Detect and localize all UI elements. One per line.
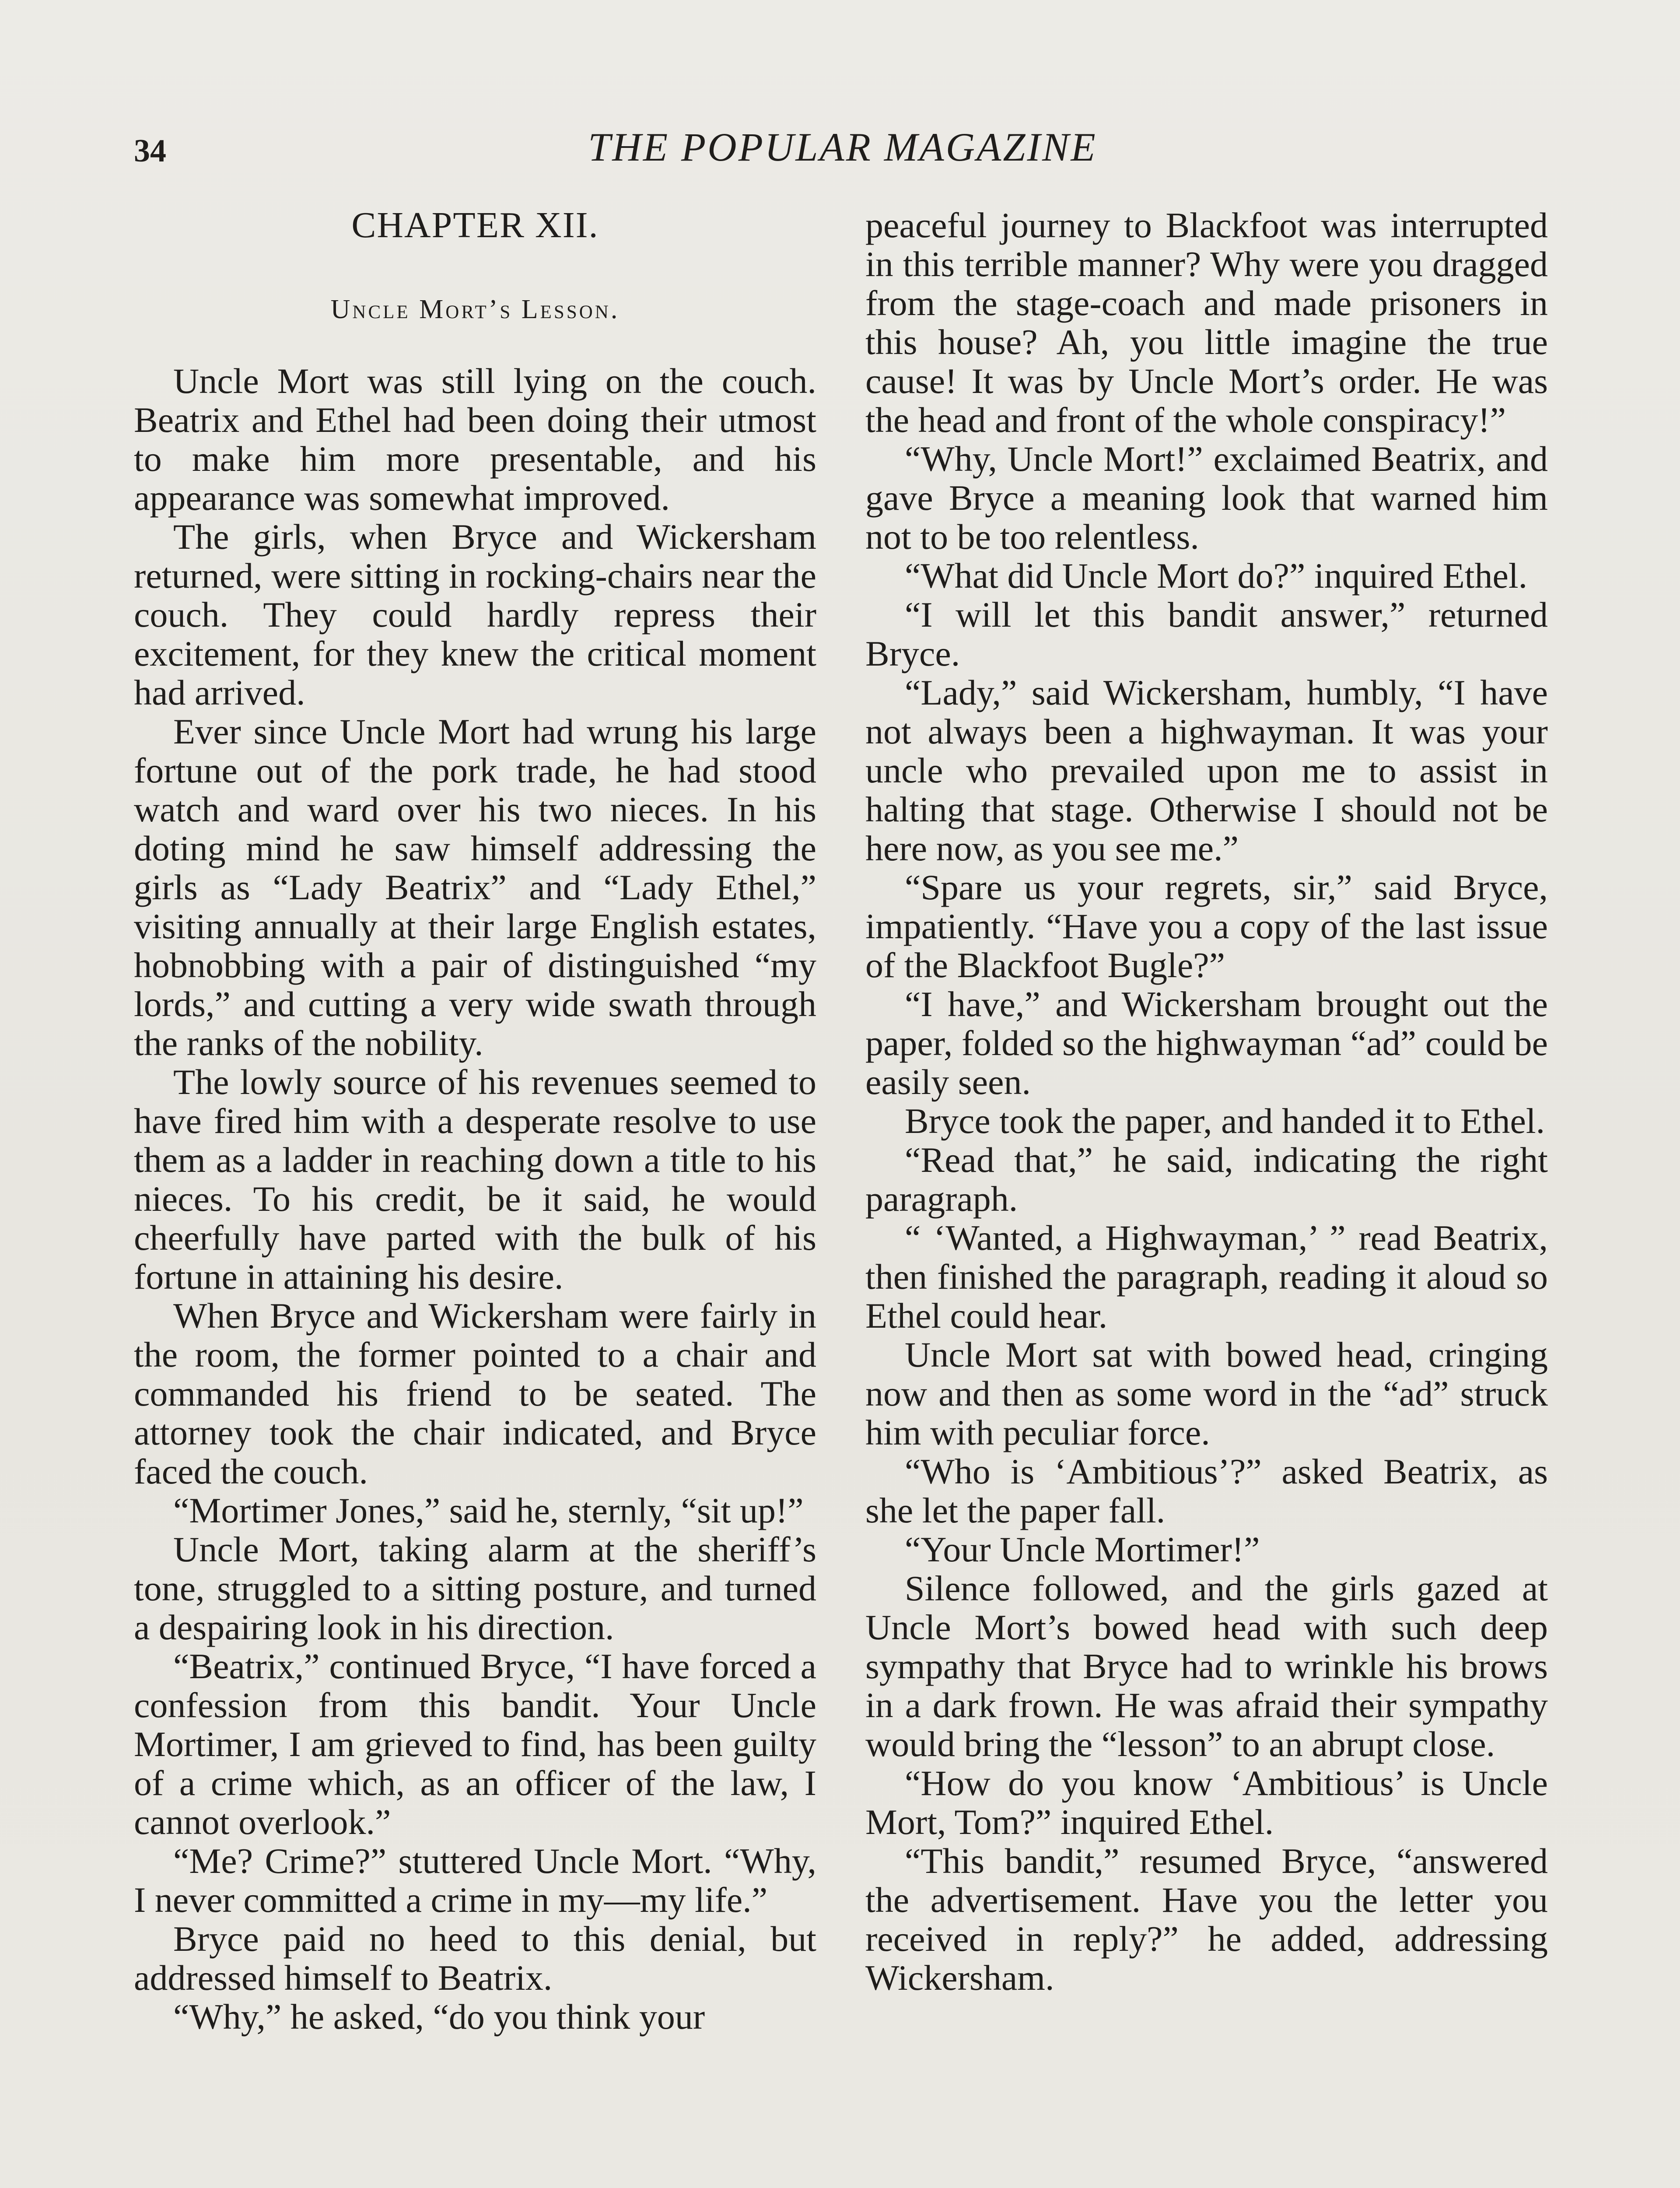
paragraph: When Bryce and Wickersham were fairly in the room, the former pointed to a chair and commanded his friend to be seated. The attorney took the chair indicated, and Bryce faced the couch.: [134, 1296, 816, 1491]
right-column: [865, 206, 1548, 1997]
page-header: [134, 118, 1551, 179]
paragraph: “I have,” and Wickersham brought out the paper, folded so the highwayman “ad” could be easily seen.: [865, 984, 1548, 1102]
paragraph: “Me? Crime?” stuttered Uncle Mort. “Why, I never committed a crime in my—my life.”: [134, 1841, 816, 1920]
paragraph: “ ‘Wanted, a Highwayman,’ ” read Beatrix, then finished the paragraph, reading it aloud so Ethel could hear.: [865, 1218, 1548, 1336]
paragraph: Uncle Mort, taking alarm at the sheriff’s tone, struggled to a sitting posture, and turned a despairing look in his direction.: [134, 1529, 816, 1647]
paragraph: Bryce took the paper, and handed it to Ethel.: [905, 1101, 1545, 1141]
magazine-title: THE POPULAR MAGAZINE: [588, 125, 1097, 169]
chapter-heading: CHAPTER XII.: [351, 205, 599, 245]
paragraph: “Why, Uncle Mort!” exclaimed Beatrix, and gave Bryce a meaning look that warned him not to be too relentless.: [865, 439, 1548, 557]
paragraph: “Mortimer Jones,” said he, sternly, “sit up!”: [173, 1490, 804, 1530]
paragraph: The lowly source of his revenues seemed to have fired him with a desperate resolve to use them as a ladder in reaching down a title to his nieces. To his credit, be it said, he would cheerfully have parted with the bulk of his fortune in attaining his desire.: [134, 1062, 816, 1297]
paragraph: Ever since Uncle Mort had wrung his large fortune out of the pork trade, he had stood watch and ward over his two nieces. In his doting mind he saw himself addressing the girls as “Lady Beatrix” and “Lady Ethel,” visiting annually at their large English estates, hobnobbing with a pair of distinguished “my lords,” and cutting a very wide swath through the ranks of the nobility.: [134, 712, 816, 1063]
paragraph: “Beatrix,” continued Bryce, “I have forced a confession from this bandit. Your Uncle Mortimer, I am grieved to find, has been guilty of a crime which, as an officer of the law, I cannot overlook.”: [134, 1646, 816, 1842]
paragraph: “What did Uncle Mort do?” inquired Ethel.: [905, 556, 1528, 596]
paragraph: “Read that,” he said, indicating the right paragraph.: [865, 1140, 1548, 1219]
left-column: [134, 206, 816, 2036]
paragraph: Silence followed, and the girls gazed at Uncle Mort’s bowed head with such deep sympathy that Bryce had to wrinkle his brows in a dark frown. He was afraid their sympathy would bring the “lesson” to an abrupt close.: [865, 1568, 1548, 1764]
paragraph: “Lady,” said Wickersham, humbly, “I have not always been a highwayman. It was your uncle who prevailed upon me to assist in halting that stage. Otherwise I should not be here now, as you see me.”: [865, 673, 1548, 868]
paragraph: “How do you know ‘Ambitious’ is Uncle Mort, Tom?” inquired Ethel.: [865, 1763, 1548, 1842]
paragraph: Bryce paid no heed to this denial, but addressed himself to Beatrix.: [134, 1919, 816, 1998]
paragraph: “This bandit,” resumed Bryce, “answered the advertisement. Have you the letter you received in reply?” he added, addressing Wickersham.: [865, 1841, 1548, 1998]
chapter-subtitle: Uncle Mort’s Lesson.: [330, 295, 620, 324]
paragraph: “Who is ‘Ambitious’?” asked Beatrix, as she let the paper fall.: [865, 1452, 1548, 1530]
paragraph: “Why,” he asked, “do you think your: [173, 1997, 705, 2037]
paragraph: Uncle Mort was still lying on the couch. Beatrix and Ethel had been doing their utmost to make him more presentable, and his appearance was somewhat improved.: [134, 361, 816, 518]
paragraph: “Your Uncle Mortimer!”: [905, 1529, 1260, 1569]
page-number: 34: [134, 133, 166, 169]
paragraph-continuation: peaceful journey to Blackfoot was interrupted in this terrible manner? Why were you dragged from the stage-coach and made prisoners in this house? Ah, you little imagine the true cause! It was by Uncle Mort’s order. He was the head and front of the whole conspiracy!”: [865, 205, 1548, 440]
paragraph: “I will let this bandit answer,” returned Bryce.: [865, 595, 1548, 673]
paragraph: The girls, when Bryce and Wickersham returned, were sitting in rocking-chairs near the couch. They could hardly repress their excitement, for they knew the critical moment had arrived.: [134, 517, 816, 712]
paragraph: Uncle Mort sat with bowed head, cringing now and then as some word in the “ad” struck him with peculiar force.: [865, 1335, 1548, 1452]
paragraph: “Spare us your regrets, sir,” said Bryce, impatiently. “Have you a copy of the last issue of the Blackfoot Bugle?”: [865, 867, 1548, 985]
